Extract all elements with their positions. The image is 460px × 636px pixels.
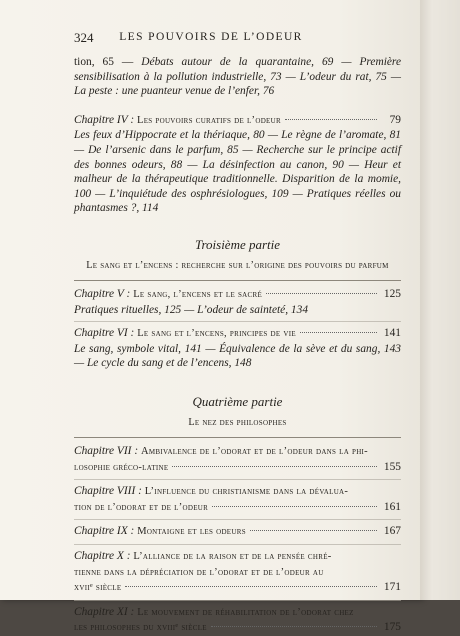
divider: [74, 437, 401, 438]
page-number: 324: [74, 30, 94, 45]
part-3-heading: Troisième partie: [194, 236, 281, 252]
leader-dots: [211, 626, 377, 627]
chapter-6-label: Chapitre VI :: [74, 327, 135, 340]
part-4-heading: Quatrième partie: [192, 394, 283, 409]
chapter-10-page: 171: [383, 581, 401, 594]
chapter-11-page: 175: [383, 621, 401, 634]
chapter-9-title: Montaigne et les odeurs: [137, 526, 246, 538]
leader-dots: [285, 119, 377, 120]
chapter-7-title-2: losophie gréco-latine: [74, 461, 169, 473]
leader-dots: [212, 506, 377, 507]
chapter-10-title-3: xviiᵉ siècle: [74, 582, 122, 594]
chapter-4-title: Les pouvoirs curatifs de l’odeur: [136, 114, 281, 126]
chapter-5-page: 125: [383, 288, 401, 301]
part-3-subtitle: Le sang et l’encens : recherche sur l’origine des pouvoirs du parfum: [86, 259, 389, 271]
chapter-5-heading: [74, 287, 401, 303]
chapter-5-title: Le sang, l’encens et le sacré: [133, 289, 263, 301]
running-title: LES POUVOIRS DE L’ODEUR: [119, 31, 303, 43]
chapter-4: [74, 113, 401, 216]
chapter-6-title: Le sang et l’encens, principes de vie: [137, 328, 296, 340]
chapter-5-label: Chapitre V :: [74, 288, 131, 301]
divider: [74, 280, 401, 281]
leader-dots: [250, 530, 377, 531]
part-4-subtitle: Le nez des philosophes: [188, 416, 287, 428]
intro-text: tion, 65 —: [74, 56, 142, 68]
adjacent-page-edge: [420, 0, 460, 600]
divider: [74, 544, 401, 545]
chapter-6-heading: [74, 326, 401, 342]
chapter-5-sections: Pratiques rituelles, 125 — L’odeur de sainteté, 134: [74, 303, 309, 316]
chapter-4-sections: Les feux d’Hippocrate et la thériaque, 80 — Le règne de l’aromate, 81 — De l’arsenic dans le parfum, 85 — Recherche sur le principe actif des bonnes odeurs, 88 — La désinfection au canon, 90 — Heur et malheur de la thérapeutique traditionnelle. Disparition de la momie, 100 — L’inquiétude des osphrésiologues, 109 — Pratiques réelles ou phantasmes ?, 114: [74, 129, 401, 215]
chapter-5: [74, 287, 401, 317]
divider: [74, 321, 401, 322]
divider: [74, 479, 401, 480]
chapter-7-page: 155: [383, 460, 401, 473]
chapter-8-label: Chapitre VIII :: [74, 485, 142, 498]
chapter-11-label: Chapitre XI :: [74, 605, 135, 618]
chapter-4-label: Chapitre IV :: [74, 113, 135, 126]
chapter-8-title-1: L’influence du christianisme dans la dévalua-: [144, 486, 349, 498]
intro-text-italic: Débats autour de la quarantaine, 69 — Première sensibilisation à la pollution industrielle, 73 — L’odeur du rat, 75 — La peste : une puanteur venue de l’enfer, 76: [74, 56, 401, 98]
leader-dots: [172, 466, 377, 467]
divider: [74, 519, 401, 520]
chapter-7-title-1: Ambivalence de l’odorat et de l’odeur dans la phi-: [140, 446, 368, 458]
chapter-8-page: 161: [383, 500, 401, 513]
chapter-8: [74, 484, 401, 515]
leader-dots: [125, 586, 377, 587]
table-of-contents: [74, 55, 401, 636]
chapter-8-title-2: tion de l’odorat et de l’odeur: [74, 501, 209, 513]
chapter-4-page: 79: [389, 113, 401, 126]
leader-dots: [266, 293, 377, 294]
chapter-7-label: Chapitre VII :: [74, 445, 139, 458]
chapter-6-sections: Le sang, symbole vital, 141 — Équivalence de la sève et du sang, 143 — Le cycle du sang et de l’encens, 148: [74, 342, 401, 370]
chapter-6-page: 141: [383, 327, 401, 340]
chapter-10-label: Chapitre X :: [74, 550, 131, 563]
chapter-9: [74, 524, 401, 540]
chapter-7: [74, 444, 401, 475]
chapter-6: [74, 326, 401, 371]
chapter-10-title-2: tienne dans la dépréciation de l’odorat et de l’odeur au: [74, 566, 324, 578]
chapter-4-heading: [74, 113, 401, 129]
chapter-10: [74, 549, 401, 596]
chapter-9-page: 167: [383, 525, 401, 538]
chapter-11-title-1: Le mouvement de réhabilitation de l’odorat chez: [137, 606, 354, 618]
intro-entry: [74, 55, 401, 99]
chapter-10-title-1: L’alliance de la raison et de la pensée chré-: [133, 551, 332, 563]
chapter-11-title-2: les philosophes du xviiiᵉ siècle: [74, 622, 207, 634]
leader-dots: [300, 332, 377, 333]
chapter-11: [74, 605, 401, 636]
chapter-9-label: Chapitre IX :: [74, 525, 135, 538]
